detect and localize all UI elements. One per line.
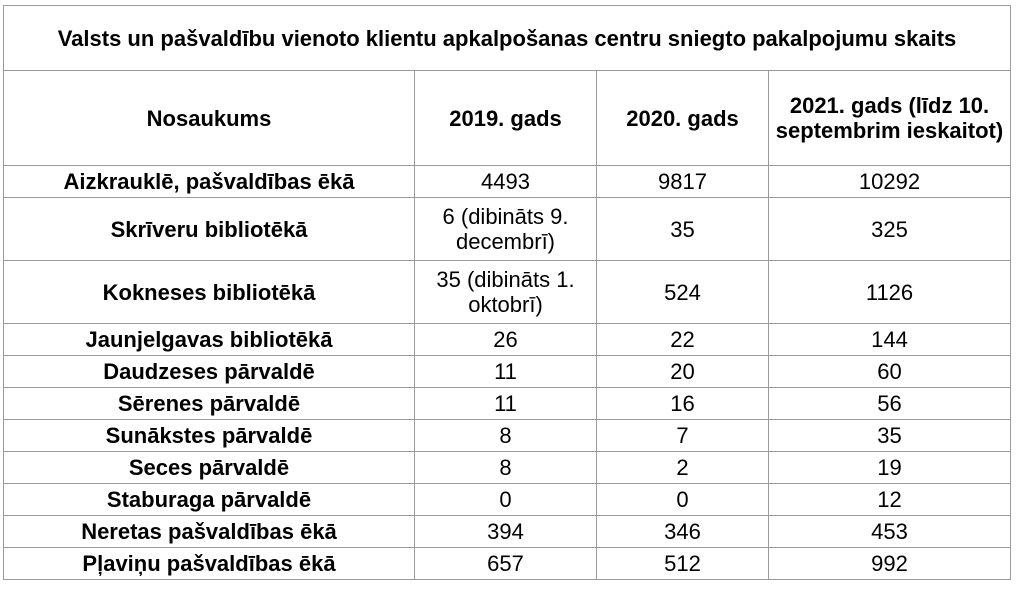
services-table	[3, 5, 1011, 580]
row-name: Skrīveru bibliotēkā	[4, 198, 415, 261]
cell-2021: 992	[769, 548, 1011, 580]
row-name: Sērenes pārvaldē	[4, 388, 415, 420]
cell-2020: 524	[597, 261, 769, 324]
row-name: Jaunjelgavas bibliotēkā	[4, 324, 415, 356]
cell-2020: 16	[597, 388, 769, 420]
cell-2019: 35 (dibināts 1. oktobrī)	[415, 261, 597, 324]
cell-2020: 7	[597, 420, 769, 452]
row-name: Seces pārvaldē	[4, 452, 415, 484]
cell-2019: 11	[415, 388, 597, 420]
row-name: Aizkrauklē, pašvaldības ēkā	[4, 166, 415, 198]
cell-2021: 1126	[769, 261, 1011, 324]
cell-2021: 325	[769, 198, 1011, 261]
header-row	[4, 71, 1011, 166]
table-row	[4, 324, 1011, 356]
cell-2021: 19	[769, 452, 1011, 484]
cell-2019: 8	[415, 452, 597, 484]
table-row	[4, 388, 1011, 420]
table-row	[4, 198, 1011, 261]
table-title: Valsts un pašvaldību vienoto klientu apkalpošanas centru sniegto pakalpojumu skaits	[4, 6, 1011, 71]
cell-2019: 394	[415, 516, 597, 548]
row-name: Kokneses bibliotēkā	[4, 261, 415, 324]
table-row	[4, 420, 1011, 452]
table-row	[4, 166, 1011, 198]
cell-2021: 35	[769, 420, 1011, 452]
table-row	[4, 261, 1011, 324]
row-name: Neretas pašvaldības ēkā	[4, 516, 415, 548]
cell-2020: 35	[597, 198, 769, 261]
cell-2021: 60	[769, 356, 1011, 388]
header-name: Nosaukums	[4, 71, 415, 166]
row-name: Sunākstes pārvaldē	[4, 420, 415, 452]
cell-2019: 11	[415, 356, 597, 388]
cell-2021: 56	[769, 388, 1011, 420]
cell-2019: 26	[415, 324, 597, 356]
table-row	[4, 516, 1011, 548]
cell-2020: 2	[597, 452, 769, 484]
cell-2021: 12	[769, 484, 1011, 516]
cell-2020: 9817	[597, 166, 769, 198]
table-row	[4, 356, 1011, 388]
cell-2020: 20	[597, 356, 769, 388]
cell-2019: 4493	[415, 166, 597, 198]
header-2021: 2021. gads (līdz 10. septembrim ieskaitot)	[769, 71, 1011, 166]
table-row	[4, 452, 1011, 484]
cell-2020: 22	[597, 324, 769, 356]
cell-2019: 657	[415, 548, 597, 580]
table-row	[4, 548, 1011, 580]
table-row	[4, 484, 1011, 516]
title-row	[4, 6, 1011, 71]
cell-2020: 0	[597, 484, 769, 516]
cell-2019: 8	[415, 420, 597, 452]
cell-2019: 6 (dibināts 9. decembrī)	[415, 198, 597, 261]
cell-2021: 144	[769, 324, 1011, 356]
cell-2020: 346	[597, 516, 769, 548]
table-container	[3, 5, 1010, 580]
cell-2020: 512	[597, 548, 769, 580]
cell-2019: 0	[415, 484, 597, 516]
header-2020: 2020. gads	[597, 71, 769, 166]
row-name: Daudzeses pārvaldē	[4, 356, 415, 388]
cell-2021: 10292	[769, 166, 1011, 198]
cell-2021: 453	[769, 516, 1011, 548]
row-name: Pļaviņu pašvaldības ēkā	[4, 548, 415, 580]
header-2019: 2019. gads	[415, 71, 597, 166]
row-name: Staburaga pārvaldē	[4, 484, 415, 516]
